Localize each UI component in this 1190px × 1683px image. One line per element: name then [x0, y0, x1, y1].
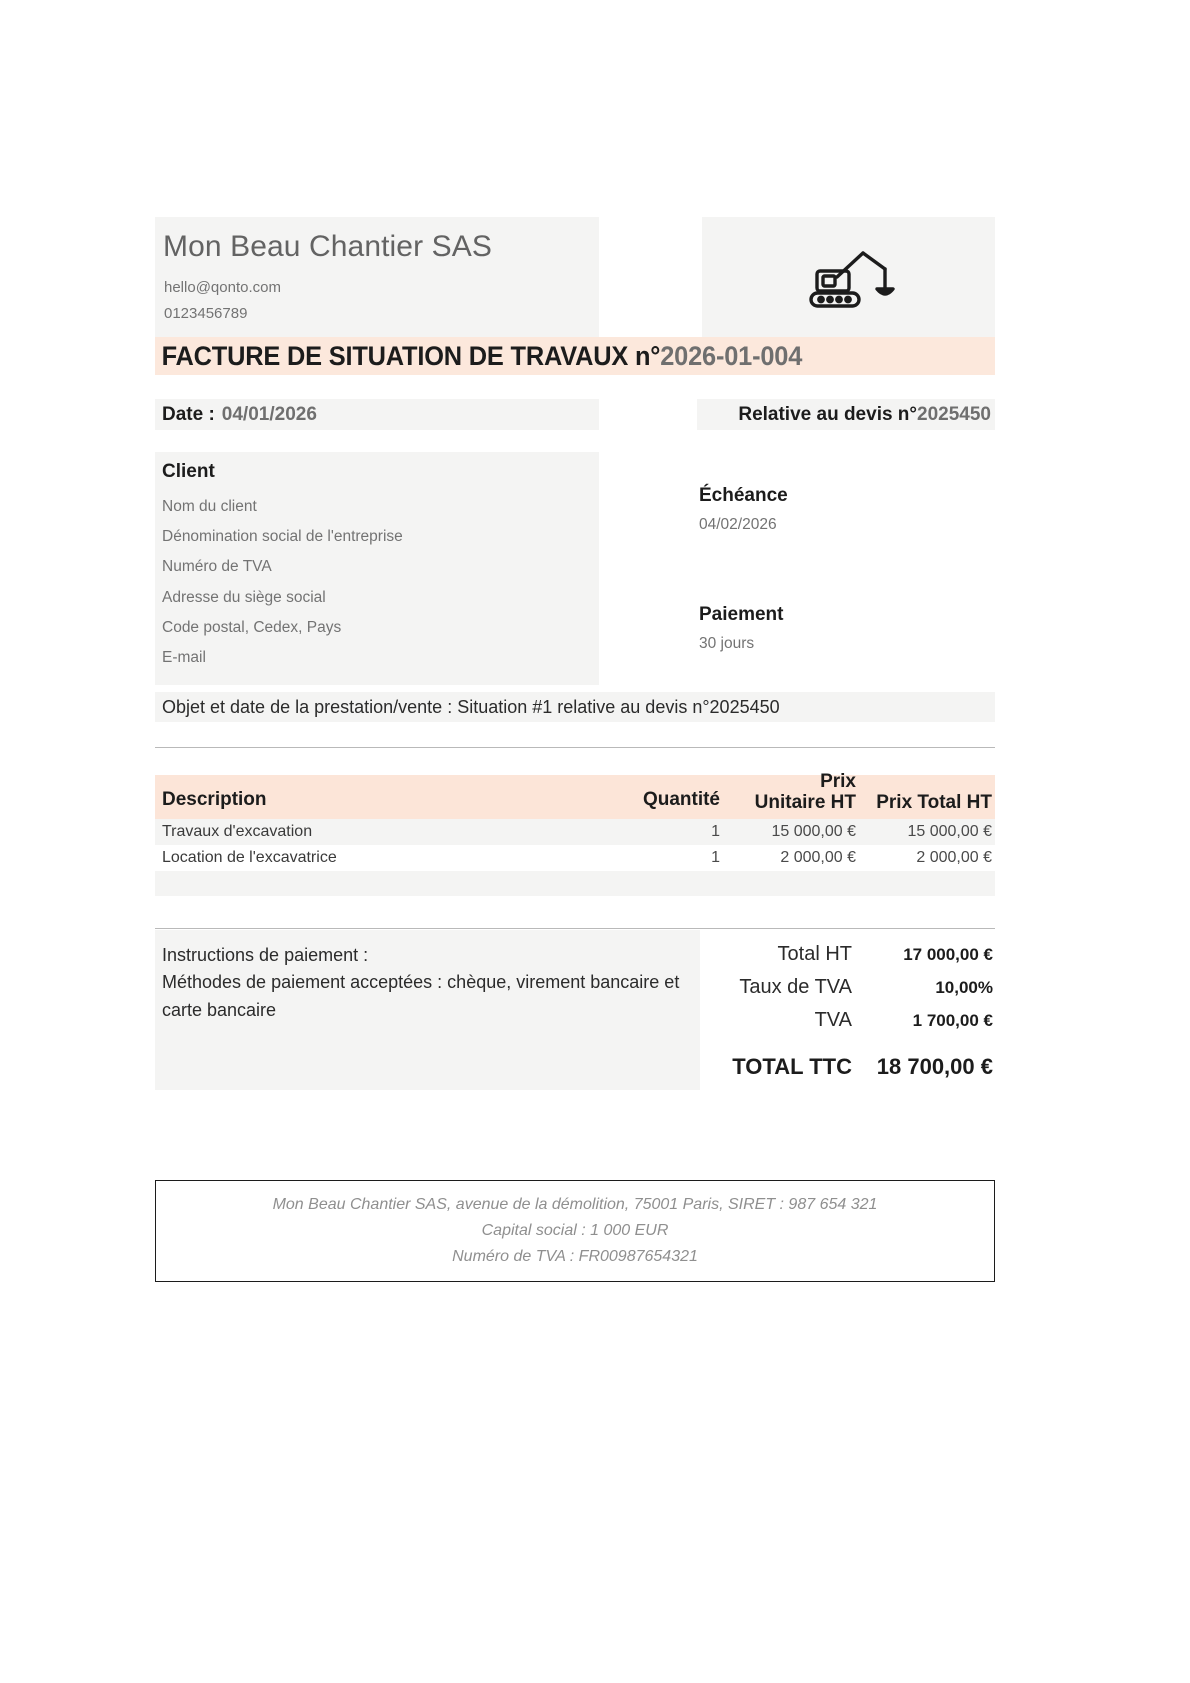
- excavator-icon: [801, 243, 897, 315]
- payment-terms-block: [699, 604, 995, 653]
- header-quantity: Quantité: [642, 789, 720, 811]
- client-line-name: Nom du client: [162, 498, 257, 515]
- quote-reference-label: Relative au devis n°: [738, 403, 918, 425]
- vat-rate-row: [700, 976, 995, 999]
- header-total-price: Prix Total HT: [876, 792, 992, 814]
- company-phone: 0123456789: [164, 305, 248, 323]
- totals-block: [700, 930, 995, 1090]
- vat-rate-value: 10,00%: [935, 978, 993, 997]
- table-row: [155, 845, 995, 871]
- legal-footer: [155, 1180, 995, 1282]
- client-line-email: E-mail: [162, 649, 206, 667]
- row-description: Location de l'excavatrice: [162, 849, 337, 866]
- header-unit-price-line1: Prix: [820, 771, 856, 793]
- row-total-price: 15 000,00 €: [907, 823, 992, 840]
- table-empty-row: [155, 871, 995, 896]
- header-unit-price: [720, 772, 860, 819]
- invoice-date-value: 04/01/2026: [221, 403, 317, 425]
- payment-instructions-text: Méthodes de paiement acceptées : chèque, virement bancaire et carte bancaire: [162, 972, 680, 1020]
- row-unit-price: 2 000,00 €: [780, 849, 856, 866]
- due-date-block: [699, 485, 995, 534]
- subject-block: [155, 692, 995, 722]
- vat-amount-row: [700, 1009, 995, 1032]
- header-unit-price-line2: Unitaire HT: [754, 792, 856, 814]
- footer-line-capital: Capital social : 1 000 EUR: [481, 1222, 669, 1240]
- footer-line-address: Mon Beau Chantier SAS, avenue de la démolition, 75001 Paris, SIRET : 987 654 321: [272, 1196, 878, 1214]
- row-description: Travaux d'excavation: [162, 823, 313, 840]
- client-block: [155, 452, 599, 685]
- row-quantity: 1: [711, 823, 720, 840]
- invoice-number: 2026-01-004: [660, 340, 803, 371]
- company-email: hello@qonto.com: [164, 278, 281, 296]
- invoice-date-block: [155, 399, 599, 430]
- company-logo-block: [702, 217, 995, 342]
- due-date-value: 04/02/2026: [699, 516, 777, 533]
- company-name: Mon Beau Chantier SAS: [163, 230, 492, 263]
- payment-instructions-title: Instructions de paiement :: [162, 945, 369, 965]
- total-ht-value: 17 000,00 €: [903, 945, 993, 964]
- company-info-block: [155, 217, 599, 342]
- payment-terms-value: 30 jours: [699, 635, 755, 652]
- subject-text: Objet et date de la prestation/vente : Situation #1 relative au devis n°2025450: [162, 696, 780, 717]
- client-line-company: Dénomination social de l'entreprise: [162, 528, 403, 546]
- total-ht-label: Total HT: [777, 943, 852, 965]
- client-line-address: Adresse du siège social: [162, 588, 326, 606]
- quote-reference: [738, 404, 995, 426]
- document-header: [155, 217, 995, 342]
- invoice-date-label: Date :: [162, 403, 215, 425]
- divider-above-table: [155, 747, 995, 748]
- vat-amount-label: TVA: [814, 1009, 852, 1031]
- invoice-title: [155, 341, 802, 372]
- payment-terms-title: Paiement: [699, 604, 784, 625]
- payment-instructions-block: [155, 930, 700, 1090]
- total-ttc-row: [700, 1054, 995, 1080]
- table-header-row: [155, 771, 995, 819]
- divider-above-totals: [155, 928, 995, 929]
- bottom-section: [155, 930, 995, 1090]
- invoice-title-label: FACTURE DE SITUATION DE TRAVAUX n°: [161, 340, 661, 371]
- client-line-postal: Code postal, Cedex, Pays: [162, 618, 342, 636]
- header-description: Description: [162, 789, 267, 811]
- row-total-price: 2 000,00 €: [916, 849, 992, 866]
- client-title: Client: [162, 461, 215, 482]
- line-items-table: [155, 771, 995, 896]
- due-date-title: Échéance: [699, 485, 788, 506]
- total-ttc-value: 18 700,00 €: [876, 1054, 993, 1079]
- total-ht-row: [700, 943, 995, 966]
- footer-line-vat: Numéro de TVA : FR00987654321: [452, 1247, 698, 1265]
- vat-amount-value: 1 700,00 €: [912, 1011, 993, 1030]
- quote-reference-block: [697, 399, 995, 430]
- quote-reference-value: 2025450: [917, 403, 991, 425]
- row-unit-price: 15 000,00 €: [771, 823, 856, 840]
- row-quantity: 1: [711, 849, 720, 866]
- total-ttc-label: TOTAL TTC: [732, 1054, 852, 1079]
- invoice-title-banner: [155, 337, 995, 375]
- table-row: [155, 819, 995, 845]
- client-line-vat: Numéro de TVA: [162, 558, 272, 576]
- vat-rate-label: Taux de TVA: [739, 976, 852, 998]
